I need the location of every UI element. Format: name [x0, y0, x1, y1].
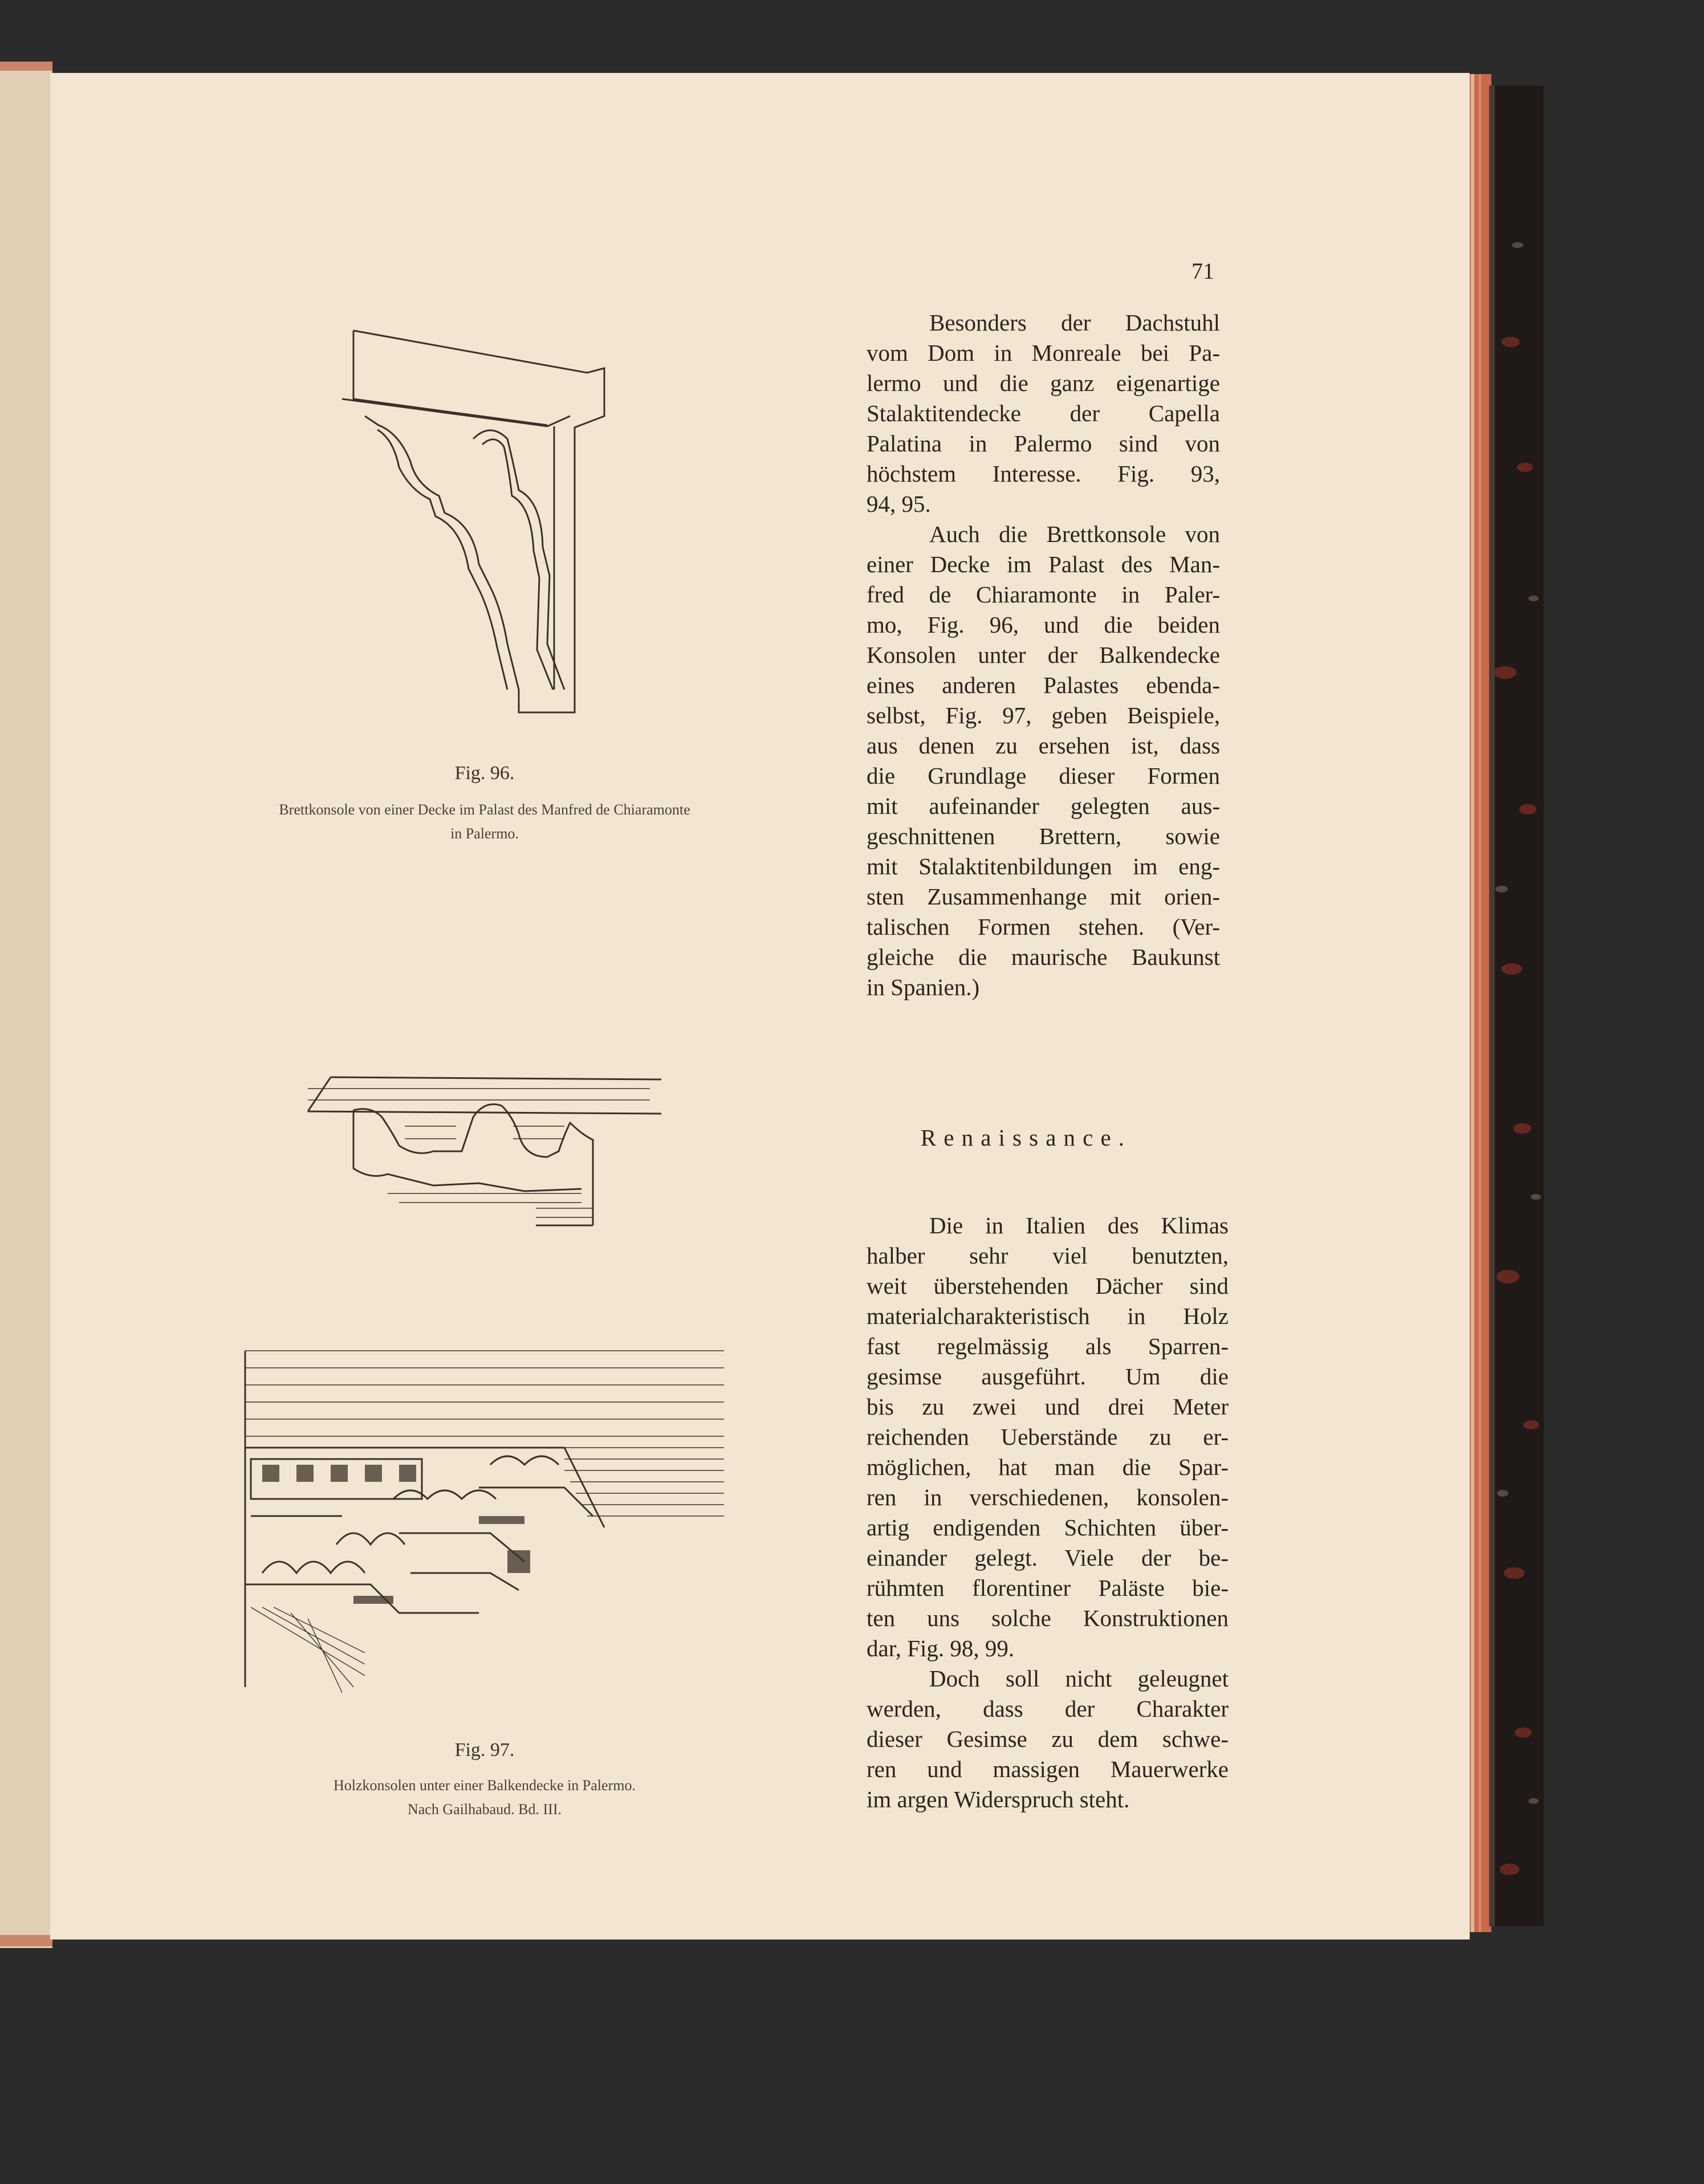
text-line: halber sehr viel benutzten,: [867, 1242, 1229, 1269]
text-line: einer Decke im Palast des Man-: [867, 551, 1220, 577]
section-heading: Renaissance.: [920, 1124, 1132, 1151]
text-line: Konsolen unter der Balkendecke: [867, 642, 1220, 668]
figure-96-caption-line: in Palermo.: [450, 825, 519, 842]
text-line: in Spanien.): [867, 974, 980, 1000]
figure-96-caption: [171, 798, 798, 846]
text-line: Auch die Brettkonsole von: [929, 521, 1220, 547]
text-line: geschnittenen Brettern, sowie: [867, 823, 1220, 849]
text-line: Die in Italien des Klimas: [929, 1212, 1229, 1238]
text-line: 94, 95.: [867, 491, 931, 517]
text-line: Palatina in Palermo sind von: [867, 430, 1220, 457]
text-line: vom Dom in Monreale bei Pa-: [867, 340, 1220, 366]
figure-97-illustration: [239, 1345, 730, 1698]
text-line: möglichen, hat man die Spar-: [867, 1454, 1229, 1480]
text-line: dar, Fig. 98, 99.: [867, 1635, 1015, 1661]
body-text-top: [867, 308, 1220, 1003]
text-line: ten uns solche Konstruktionen: [867, 1605, 1229, 1631]
text-line: Stalaktitendecke der Capella: [867, 400, 1220, 426]
text-line: fred de Chiaramonte in Paler-: [867, 581, 1220, 608]
text-line: lermo und die ganz eigenartige: [867, 370, 1220, 396]
text-line: rühmten florentiner Paläste bie-: [867, 1575, 1229, 1601]
text-line: mit Stalaktitenbildungen im eng-: [867, 853, 1220, 879]
text-line: ren in verschiedenen, konsolen-: [867, 1484, 1229, 1510]
text-line: dieser Gesimse zu dem schwe-: [867, 1726, 1229, 1752]
text-line: talischen Formen stehen. (Ver-: [867, 914, 1220, 940]
text-line: eines anderen Palastes ebenda-: [867, 672, 1220, 698]
text-line: reichenden Ueberstände zu er-: [867, 1424, 1229, 1450]
text-line: sten Zusammenhange mit orien-: [867, 883, 1220, 910]
text-line: im argen Widerspruch steht.: [867, 1786, 1130, 1812]
text-line: mit aufeinander gelegten aus-: [867, 793, 1220, 819]
console-small-illustration: [296, 1071, 661, 1231]
figure-96-caption-line: Brettkonsole von einer Decke im Palast des Manfred de Chiaramonte: [279, 801, 690, 818]
text-line: einander gelegt. Viele der be-: [867, 1545, 1229, 1571]
text-line: gleiche die maurische Baukunst: [867, 944, 1220, 970]
text-line: selbst, Fig. 97, geben Beispiele,: [867, 702, 1220, 728]
text-line: Besonders der Dachstuhl: [929, 309, 1220, 336]
text-line: aus denen zu ersehen ist, dass: [867, 732, 1220, 759]
text-line: materialcharakteristisch in Holz: [867, 1303, 1229, 1329]
text-line: ren und massigen Mauerwerke: [867, 1756, 1229, 1782]
text-line: gesimse ausgeführt. Um die: [867, 1363, 1229, 1390]
figure-97-caption: [171, 1774, 798, 1822]
text-line: höchstem Interesse. Fig. 93,: [867, 461, 1220, 487]
body-text-bottom: [867, 1211, 1229, 1815]
figure-97-caption-line: Holzkonsolen unter einer Balkendecke in Palermo.: [334, 1777, 636, 1794]
text-line: die Grundlage dieser Formen: [867, 763, 1220, 789]
page-number: 71: [1191, 258, 1214, 284]
text-line: weit überstehenden Dächer sind: [867, 1273, 1229, 1299]
text-line: mo, Fig. 96, und die beiden: [867, 612, 1220, 638]
figure-96-illustration: [331, 325, 627, 724]
figure-97-label: Fig. 97.: [454, 1739, 515, 1761]
figure-97-caption-line: Nach Gailhabaud. Bd. III.: [407, 1801, 562, 1818]
figure-96-label: Fig. 96.: [454, 763, 515, 784]
text-line: werden, dass der Charakter: [867, 1696, 1229, 1722]
text-line: Doch soll nicht geleugnet: [929, 1665, 1229, 1692]
text-line: bis zu zwei und drei Meter: [867, 1393, 1229, 1420]
text-line: artig endigenden Schichten über-: [867, 1514, 1229, 1541]
text-line: fast regelmässig als Sparren-: [867, 1333, 1229, 1359]
